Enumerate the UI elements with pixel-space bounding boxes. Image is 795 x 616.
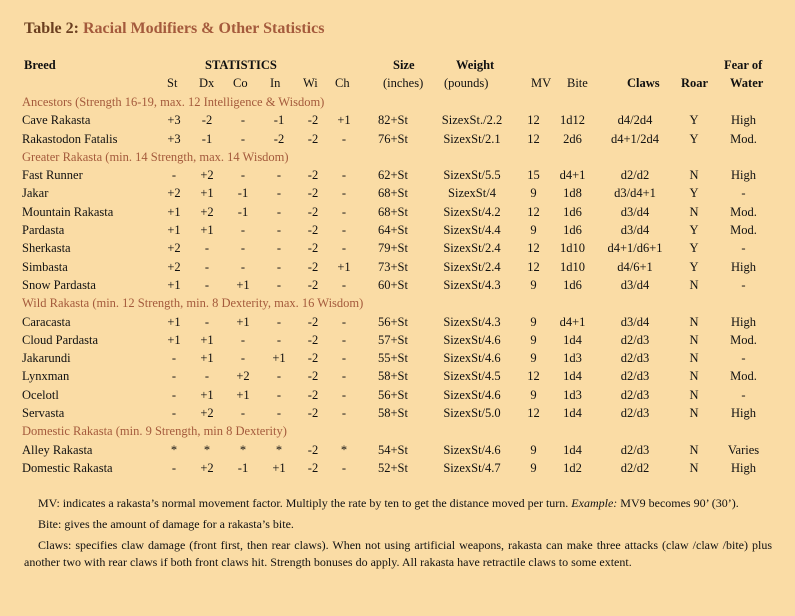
cell-dx: +1 <box>200 387 214 402</box>
table-row <box>22 166 774 184</box>
cell-dx: +2 <box>200 168 214 183</box>
cell-co: +1 <box>236 314 250 329</box>
cell-claws: d2/d3 <box>620 442 650 457</box>
header-roar: Roar <box>681 76 709 90</box>
header-mv: MV <box>531 76 552 90</box>
cell-breed: Lynxman <box>22 369 70 384</box>
cell-breed: Caracasta <box>22 314 71 329</box>
cell-roar: N <box>689 442 699 457</box>
cell-ch: - <box>341 351 347 366</box>
cell-roar: N <box>689 460 699 475</box>
cell-st: - <box>171 369 177 384</box>
cell-bite: 1d12 <box>560 113 585 128</box>
cell-fear-of-water: - <box>741 241 746 256</box>
header-size-unit: (inches) <box>383 76 424 90</box>
cell-roar: Y <box>689 259 699 274</box>
cell-claws: d3/d4 <box>620 223 650 238</box>
cell-fear-of-water: Varies <box>727 442 760 457</box>
group-heading: Ancestors (Strength 16-19, max. 12 Intelligence & Wisdom) <box>22 95 325 109</box>
cell-ch: - <box>341 168 347 183</box>
cell-fear-of-water: - <box>741 387 746 402</box>
group-heading: Domestic Rakasta (min. 9 Strength, min 8 Dexterity) <box>22 424 287 439</box>
cell-weight: SizexSt/2.4 <box>443 241 501 256</box>
cell-st: +2 <box>167 241 181 256</box>
group-row <box>22 294 774 312</box>
cell-claws: d3/d4 <box>620 314 650 329</box>
cell-ch: - <box>341 277 347 292</box>
table-row <box>22 276 774 294</box>
cell-bite: 1d6 <box>563 277 582 292</box>
cell-size: 64+St <box>378 223 408 238</box>
cell-co: - <box>240 351 246 366</box>
cell-in: -1 <box>273 113 285 128</box>
cell-bite: 1d4 <box>563 442 582 457</box>
table-row <box>22 203 774 221</box>
cell-wi: -2 <box>307 223 319 238</box>
cell-weight: SizexSt/4.6 <box>443 442 501 457</box>
cell-claws: d4/6+1 <box>617 259 653 274</box>
cell-co: +2 <box>236 369 250 384</box>
cell-ch: - <box>341 387 347 402</box>
cell-dx: - <box>204 369 210 384</box>
cell-in: - <box>276 168 282 183</box>
cell-wi: -2 <box>307 241 319 256</box>
table-row <box>22 313 774 331</box>
cell-mv: 9 <box>530 351 537 366</box>
cell-claws: d4/2d4 <box>617 113 653 128</box>
note-mv <box>24 495 772 512</box>
cell-st: +2 <box>167 186 181 201</box>
cell-roar: N <box>689 387 699 402</box>
cell-co: - <box>240 332 246 347</box>
cell-dx: * <box>203 442 211 457</box>
table-row <box>22 459 774 477</box>
cell-mv: 12 <box>527 131 540 146</box>
header-breed: Breed <box>24 58 56 72</box>
cell-dx: - <box>204 314 210 329</box>
cell-fear-of-water: High <box>731 168 757 183</box>
cell-bite: 1d10 <box>560 241 585 256</box>
cell-dx: - <box>204 241 210 256</box>
cell-fear-of-water: High <box>731 113 757 128</box>
cell-weight: SizexSt/4.6 <box>443 332 501 347</box>
cell-bite: 1d4 <box>563 406 582 421</box>
cell-co: +1 <box>236 277 250 292</box>
cell-mv: 9 <box>530 186 537 201</box>
header-size: Size <box>393 58 415 72</box>
header-wi: Wi <box>303 76 318 90</box>
cell-dx: -1 <box>201 131 213 146</box>
cell-claws: d2/d3 <box>620 406 650 421</box>
cell-mv: 12 <box>527 241 540 256</box>
table-row <box>22 130 774 148</box>
cell-fear-of-water: Mod. <box>730 223 757 238</box>
cell-mv: 9 <box>530 277 537 292</box>
cell-claws: d2/d3 <box>620 332 650 347</box>
cell-fear-of-water: Mod. <box>730 204 757 219</box>
cell-in: - <box>276 332 282 347</box>
cell-fear-of-water: High <box>731 314 757 329</box>
cell-bite: d4+1 <box>559 314 586 329</box>
cell-claws: d4+1/2d4 <box>610 131 660 146</box>
cell-weight: SizexSt/4.4 <box>443 223 501 238</box>
table-row <box>22 367 774 385</box>
cell-dx: +1 <box>200 186 214 201</box>
cell-claws: d2/d3 <box>620 387 650 402</box>
cell-weight: SizexSt/5.5 <box>443 168 501 183</box>
cell-claws: d2/d3 <box>620 351 650 366</box>
cell-size: 68+St <box>378 186 408 201</box>
cell-breed: Servasta <box>22 406 65 421</box>
cell-claws: d2/d3 <box>620 369 650 384</box>
cell-bite: 1d10 <box>560 259 585 274</box>
cell-bite: 2d6 <box>563 131 582 146</box>
cell-ch: * <box>340 442 348 457</box>
cell-st: +1 <box>167 314 181 329</box>
cell-wi: -2 <box>307 131 319 146</box>
cell-dx: +1 <box>200 223 214 238</box>
cell-breed: Snow Pardasta <box>22 277 96 292</box>
table-row <box>22 331 774 349</box>
header-weight: Weight <box>456 58 495 72</box>
table-row <box>22 184 774 202</box>
cell-fear-of-water: High <box>731 460 757 475</box>
cell-bite: 1d3 <box>563 387 582 402</box>
cell-size: 60+St <box>378 277 408 292</box>
cell-weight: SizexSt/2.1 <box>443 131 501 146</box>
cell-ch: - <box>341 314 347 329</box>
cell-breed: Sherkasta <box>22 241 71 256</box>
table-row <box>22 404 774 422</box>
cell-fear-of-water: Mod. <box>730 369 757 384</box>
cell-mv: 9 <box>530 332 537 347</box>
cell-claws: d3/d4+1 <box>614 186 656 201</box>
cell-co: - <box>240 241 246 256</box>
cell-wi: -2 <box>307 186 319 201</box>
note-claws: Claws: specifies claw damage (front first, then rear claws). When not using artificial weapons, rakasta can make three attacks (claw /claw /bite) plus another two with rear claws if both front claws hit. Strength bonuses do apply. All rakasta have retractile claws to some extent. <box>24 538 772 569</box>
cell-mv: 12 <box>527 259 540 274</box>
cell-size: 68+St <box>378 204 408 219</box>
cell-ch: - <box>341 223 347 238</box>
cell-size: 73+St <box>378 259 408 274</box>
cell-bite: 1d6 <box>563 223 582 238</box>
table-row <box>22 111 774 129</box>
cell-co: - <box>240 168 246 183</box>
header-fear: Fear of <box>724 58 763 72</box>
header-bite: Bite <box>567 76 588 90</box>
cell-st: +3 <box>167 113 181 128</box>
cell-size: 58+St <box>378 369 408 384</box>
cell-breed: Cave Rakasta <box>22 113 91 128</box>
cell-mv: 12 <box>527 369 540 384</box>
cell-ch: - <box>341 131 347 146</box>
cell-weight: SizexSt/4.6 <box>443 351 501 366</box>
cell-co: -1 <box>237 186 249 201</box>
cell-roar: N <box>689 351 699 366</box>
cell-weight: SizexSt/4.3 <box>443 277 501 292</box>
cell-breed: Fast Runner <box>22 168 83 183</box>
cell-co: -1 <box>237 460 249 475</box>
cell-dx: +2 <box>200 204 214 219</box>
cell-ch: - <box>341 241 347 256</box>
cell-dx: -2 <box>201 113 213 128</box>
cell-size: 76+St <box>378 131 408 146</box>
cell-st: +1 <box>167 277 181 292</box>
cell-mv: 12 <box>527 406 540 421</box>
cell-dx: +1 <box>200 351 214 366</box>
cell-co: - <box>240 131 246 146</box>
cell-in: +1 <box>272 460 286 475</box>
cell-roar: Y <box>689 113 699 128</box>
header-dx: Dx <box>199 76 215 90</box>
cell-st: - <box>171 406 177 421</box>
cell-st: * <box>170 442 178 457</box>
cell-bite: 1d4 <box>563 332 582 347</box>
cell-weight: SizexSt/4.6 <box>443 387 501 402</box>
header-st: St <box>167 76 178 90</box>
notes <box>24 495 772 575</box>
cell-roar: N <box>689 168 699 183</box>
cell-wi: -2 <box>307 369 319 384</box>
cell-roar: Y <box>689 186 699 201</box>
cell-claws: d3/d4 <box>620 204 650 219</box>
cell-mv: 9 <box>530 223 537 238</box>
cell-co: - <box>240 223 246 238</box>
cell-bite: d4+1 <box>559 168 586 183</box>
cell-bite: 1d3 <box>563 351 582 366</box>
cell-in: * <box>275 442 283 457</box>
cell-wi: -2 <box>307 460 319 475</box>
cell-wi: -2 <box>307 168 319 183</box>
cell-co: * <box>239 442 247 457</box>
cell-claws: d2/d2 <box>620 460 650 475</box>
cell-mv: 9 <box>530 442 537 457</box>
cell-dx: - <box>204 259 210 274</box>
cell-fear-of-water: - <box>741 351 746 366</box>
stats-table <box>22 93 774 477</box>
group-row <box>22 422 774 440</box>
cell-in: -2 <box>273 131 285 146</box>
cell-wi: -2 <box>307 113 319 128</box>
cell-st: - <box>171 351 177 366</box>
cell-size: 82+St <box>378 113 408 128</box>
cell-ch: - <box>341 406 347 421</box>
cell-size: 54+St <box>378 442 408 457</box>
cell-ch: - <box>341 204 347 219</box>
cell-in: - <box>276 369 282 384</box>
cell-st: +1 <box>167 204 181 219</box>
table-number: Table 2: <box>24 20 79 37</box>
cell-size: 79+St <box>378 241 408 256</box>
group-row <box>22 93 774 111</box>
header-ch: Ch <box>335 76 350 90</box>
cell-ch: +1 <box>337 113 351 128</box>
header-water: Water <box>730 76 764 90</box>
cell-co: - <box>240 406 246 421</box>
table-row <box>22 239 774 257</box>
table-name: Racial Modifiers & Other Statistics <box>82 20 325 37</box>
cell-ch: - <box>341 460 347 475</box>
cell-roar: N <box>689 277 699 292</box>
cell-claws: d3/d4 <box>620 277 650 292</box>
cell-in: - <box>276 277 282 292</box>
cell-roar: Y <box>689 223 699 238</box>
cell-size: 55+St <box>378 351 408 366</box>
cell-co: +1 <box>236 387 250 402</box>
cell-ch: +1 <box>337 259 351 274</box>
cell-weight: SizexSt/4.3 <box>443 314 501 329</box>
cell-co: -1 <box>237 204 249 219</box>
cell-in: - <box>276 186 282 201</box>
cell-dx: - <box>204 277 210 292</box>
header-weight-unit: (pounds) <box>444 76 489 90</box>
cell-in: - <box>276 259 282 274</box>
cell-wi: -2 <box>307 387 319 402</box>
cell-dx: +2 <box>200 406 214 421</box>
group-heading: Greater Rakasta (min. 14 Strength, max. 14 Wisdom) <box>22 149 289 164</box>
note-mv-example-label: Example: <box>571 496 618 510</box>
cell-weight: SizexSt./2.2 <box>441 113 503 128</box>
cell-fear-of-water: Mod. <box>730 332 757 347</box>
table-row <box>22 258 774 276</box>
cell-breed: Pardasta <box>22 223 65 238</box>
table-row <box>22 386 774 404</box>
cell-size: 57+St <box>378 332 408 347</box>
cell-st: +2 <box>167 259 181 274</box>
cell-in: - <box>276 241 282 256</box>
cell-breed: Rakastodon Fatalis <box>22 131 118 146</box>
note-mv-text: MV: indicates a rakasta’s normal movement factor. Multiply the rate by ten to get the distance moved per turn. <box>38 496 569 510</box>
cell-ch: - <box>341 369 347 384</box>
table-row <box>22 221 774 239</box>
cell-dx: +1 <box>200 332 214 347</box>
cell-in: - <box>276 314 282 329</box>
cell-breed: Jakarundi <box>22 351 71 366</box>
cell-mv: 9 <box>530 314 537 329</box>
cell-bite: 1d4 <box>563 369 582 384</box>
cell-weight: SizexSt/4.5 <box>443 369 501 384</box>
cell-weight: SizexSt/4.7 <box>443 460 501 475</box>
note-bite: Bite: gives the amount of damage for a rakasta’s bite. <box>38 517 294 531</box>
cell-claws: d2/d2 <box>620 168 650 183</box>
cell-mv: 15 <box>527 168 540 183</box>
cell-wi: -2 <box>307 442 319 457</box>
group-heading: Wild Rakasta (min. 12 Strength, min. 8 Dexterity, max. 16 Wisdom) <box>22 296 364 311</box>
cell-fear-of-water: Mod. <box>730 131 757 146</box>
cell-roar: N <box>689 204 699 219</box>
table-title <box>24 20 324 38</box>
cell-size: 58+St <box>378 406 408 421</box>
cell-roar: Y <box>689 241 699 256</box>
cell-dx: +2 <box>200 460 214 475</box>
cell-claws: d4+1/d6+1 <box>607 241 663 256</box>
cell-in: - <box>276 387 282 402</box>
cell-fear-of-water: - <box>741 277 746 292</box>
cell-st: - <box>171 168 177 183</box>
header-in: In <box>270 76 281 90</box>
cell-in: +1 <box>272 351 286 366</box>
cell-roar: N <box>689 369 699 384</box>
cell-wi: -2 <box>307 332 319 347</box>
cell-wi: -2 <box>307 351 319 366</box>
cell-fear-of-water: High <box>731 259 757 274</box>
cell-weight: SizexSt/5.0 <box>443 406 501 421</box>
cell-size: 56+St <box>378 314 408 329</box>
cell-size: 62+St <box>378 168 408 183</box>
cell-st: +1 <box>167 223 181 238</box>
cell-wi: -2 <box>307 277 319 292</box>
cell-size: 56+St <box>378 387 408 402</box>
cell-bite: 1d6 <box>563 204 582 219</box>
table-row <box>22 349 774 367</box>
cell-breed: Simbasta <box>22 259 68 274</box>
cell-bite: 1d2 <box>563 460 582 475</box>
cell-breed: Cloud Pardasta <box>22 332 99 347</box>
cell-fear-of-water: High <box>731 406 757 421</box>
cell-roar: N <box>689 314 699 329</box>
cell-wi: -2 <box>307 314 319 329</box>
cell-roar: Y <box>689 131 699 146</box>
cell-weight: SizexSt/4 <box>448 186 496 201</box>
header-co: Co <box>233 76 248 90</box>
cell-in: - <box>276 204 282 219</box>
cell-co: - <box>240 113 246 128</box>
cell-st: - <box>171 460 177 475</box>
note-mv-example: MV9 becomes 90’ (30’). <box>620 496 739 510</box>
cell-wi: -2 <box>307 259 319 274</box>
cell-breed: Jakar <box>22 186 49 201</box>
cell-mv: 9 <box>530 460 537 475</box>
cell-mv: 12 <box>527 113 540 128</box>
cell-st: - <box>171 387 177 402</box>
cell-roar: N <box>689 406 699 421</box>
cell-wi: -2 <box>307 204 319 219</box>
cell-ch: - <box>341 332 347 347</box>
cell-breed: Alley Rakasta <box>22 442 93 457</box>
cell-size: 52+St <box>378 460 408 475</box>
cell-breed: Ocelotl <box>22 387 59 402</box>
cell-fear-of-water: - <box>741 186 746 201</box>
cell-mv: 12 <box>527 204 540 219</box>
cell-wi: -2 <box>307 406 319 421</box>
cell-roar: N <box>689 332 699 347</box>
cell-weight: SizexSt/2.4 <box>443 259 501 274</box>
cell-breed: Domestic Rakasta <box>22 460 113 475</box>
cell-weight: SizexSt/4.2 <box>443 204 501 219</box>
cell-mv: 9 <box>530 387 537 402</box>
table-row <box>22 441 774 459</box>
cell-in: - <box>276 406 282 421</box>
cell-breed: Mountain Rakasta <box>22 204 114 219</box>
cell-ch: - <box>341 186 347 201</box>
cell-in: - <box>276 223 282 238</box>
cell-bite: 1d8 <box>563 186 582 201</box>
header-claws: Claws <box>627 76 660 90</box>
group-row <box>22 148 774 166</box>
cell-st: +1 <box>167 332 181 347</box>
cell-st: +3 <box>167 131 181 146</box>
cell-co: - <box>240 259 246 274</box>
header-statistics: STATISTICS <box>205 58 277 72</box>
